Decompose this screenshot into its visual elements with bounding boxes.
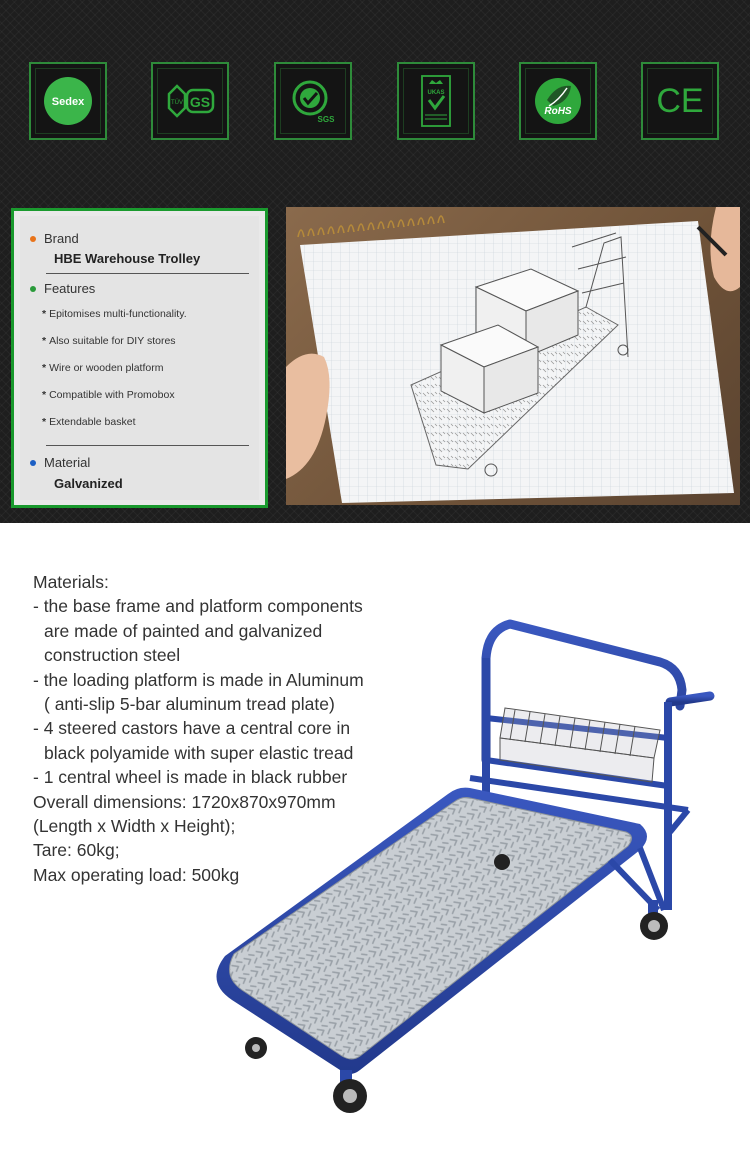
aluminium-tread-platform <box>230 798 632 1060</box>
description-line: Tare: 60kg; <box>33 840 120 861</box>
svg-text:Sedex: Sedex <box>51 96 85 108</box>
castor-front-left <box>245 1037 267 1059</box>
feature-item: * Also suitable for DIY stores <box>42 335 176 347</box>
feature-item: * Compatible with Promobox <box>42 389 175 401</box>
description-line: ( anti-slip 5-bar aluminum tread plate) <box>44 694 335 715</box>
green-bullet-icon <box>30 286 36 292</box>
castor-rear-left <box>494 854 510 870</box>
description-line: Overall dimensions: 1720x870x970mm <box>33 791 336 812</box>
ce-logo-icon <box>649 70 711 132</box>
ukas-certificate <box>397 62 475 140</box>
feature-item: * Extendable basket <box>42 416 136 428</box>
wire-basket <box>500 708 660 782</box>
material-value: Galvanized <box>54 476 123 491</box>
divider <box>46 445 249 446</box>
feature-item: * Epitomises multi-functionality. <box>42 308 187 320</box>
certification-row <box>0 62 750 142</box>
hand-left <box>286 354 330 479</box>
description-line: Max operating load: 500kg <box>33 864 240 885</box>
description-line: - 4 steered castors have a central core in <box>33 718 351 739</box>
brand-value: HBE Warehouse Trolley <box>54 251 201 266</box>
tuv-gs-certificate <box>151 62 229 140</box>
tuv-gs-logo-icon <box>159 70 221 132</box>
features-row <box>30 281 95 296</box>
svg-text:TÜV: TÜV <box>171 100 183 106</box>
orange-bullet-icon <box>30 236 36 242</box>
description-line: - the base frame and platform components <box>33 596 363 617</box>
ukas-logo-icon <box>405 70 467 132</box>
svg-text:RoHS: RoHS <box>544 106 572 117</box>
description-line: black polyamide with super elastic tread <box>44 742 354 763</box>
blue-bullet-icon <box>30 460 36 466</box>
brand-row <box>30 231 79 246</box>
description-line: - 1 central wheel is made in black rubber <box>33 767 348 788</box>
description-line: construction steel <box>44 645 181 666</box>
divider <box>46 273 249 274</box>
sgs-certificate <box>274 62 352 140</box>
description-line: - the loading platform is made in Aluminum <box>33 669 364 690</box>
trolley-sketch-photo <box>286 207 740 505</box>
certification-banner <box>0 0 750 523</box>
sketch-illustration <box>286 207 740 505</box>
sgs-logo-icon <box>282 70 344 132</box>
description-line: are made of painted and galvanized <box>44 620 323 641</box>
sedex-certificate <box>29 62 107 140</box>
sedex-logo-icon <box>37 70 99 132</box>
castor-front-right <box>333 1070 367 1113</box>
svg-text:UKAS: UKAS <box>427 90 445 96</box>
hand-right <box>710 207 740 291</box>
description-line: Materials: <box>33 572 109 592</box>
svg-text:SGS: SGS <box>317 115 335 124</box>
warehouse-trolley-image <box>170 610 730 1140</box>
feature-item: * Wire or wooden platform <box>42 362 164 374</box>
svg-text:GS: GS <box>189 94 211 110</box>
product-spec-card-inner <box>20 216 259 500</box>
spiral-binding-icon <box>298 216 444 237</box>
material-label: Material <box>44 455 91 470</box>
brand-label: Brand <box>44 231 79 246</box>
rohs-logo-icon <box>527 70 589 132</box>
svg-text:CE: CE <box>656 82 704 120</box>
features-label: Features <box>44 281 96 296</box>
material-row <box>30 455 90 470</box>
ce-certificate <box>641 62 719 140</box>
product-spec-card <box>11 208 268 508</box>
rohs-certificate <box>519 62 597 140</box>
description-line: (Length x Width x Height); <box>33 816 236 837</box>
